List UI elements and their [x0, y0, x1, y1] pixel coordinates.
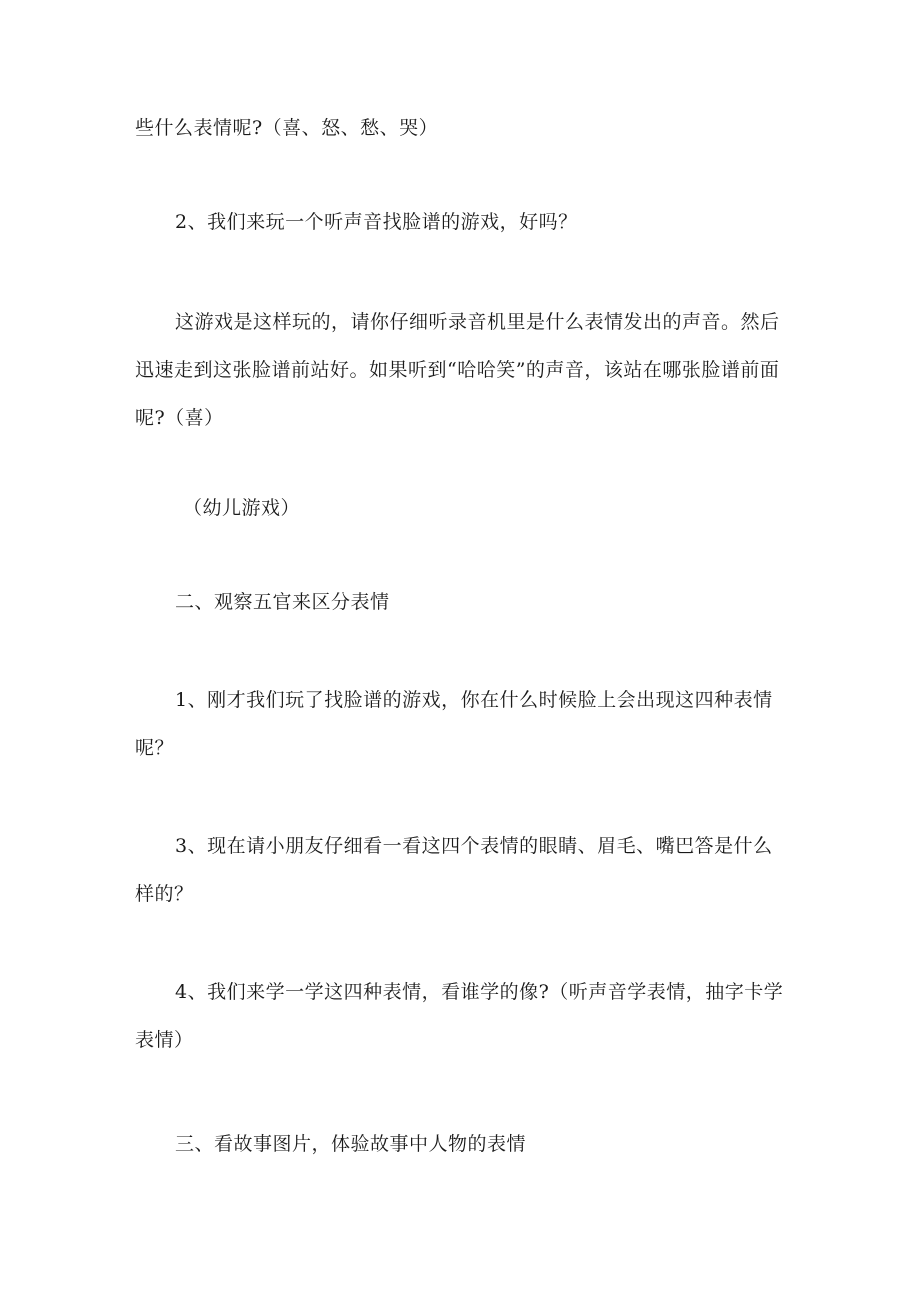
paragraph-expression-types: 些什么表情呢?（喜、怒、愁、哭） — [135, 117, 439, 139]
paragraph-step-3-observe: 3、现在请小朋友仔细看一看这四个表情的眼睛、眉毛、嘴巴答是什么样的？ — [135, 835, 773, 905]
paragraph-step-4-imitate: 4、我们来学一学这四种表情，看谁学的像?（听声音学表情，抽字卡学表情） — [135, 981, 784, 1051]
paragraph-game-rules: 这游戏是这样玩的，请你仔细听录音机里是什么表情发出的声音。然后迅速走到这张脸谱前站好。如果听到“哈哈笑”的声音，该站在哪张脸谱前面呢?（喜） — [135, 311, 780, 429]
paragraph-step-2-game: 2、我们来玩一个听声音找脸谱的游戏，好吗？ — [175, 211, 578, 233]
paragraph-step-1-question: 1、刚才我们玩了找脸谱的游戏，你在什么时候脸上会出现这四种表情呢？ — [135, 689, 773, 759]
section-heading-three: 三、看故事图片，体验故事中人物的表情 — [175, 1133, 527, 1155]
paragraph-children-play: （幼儿游戏） — [183, 497, 301, 519]
section-heading-two: 二、观察五官来区分表情 — [175, 591, 390, 613]
